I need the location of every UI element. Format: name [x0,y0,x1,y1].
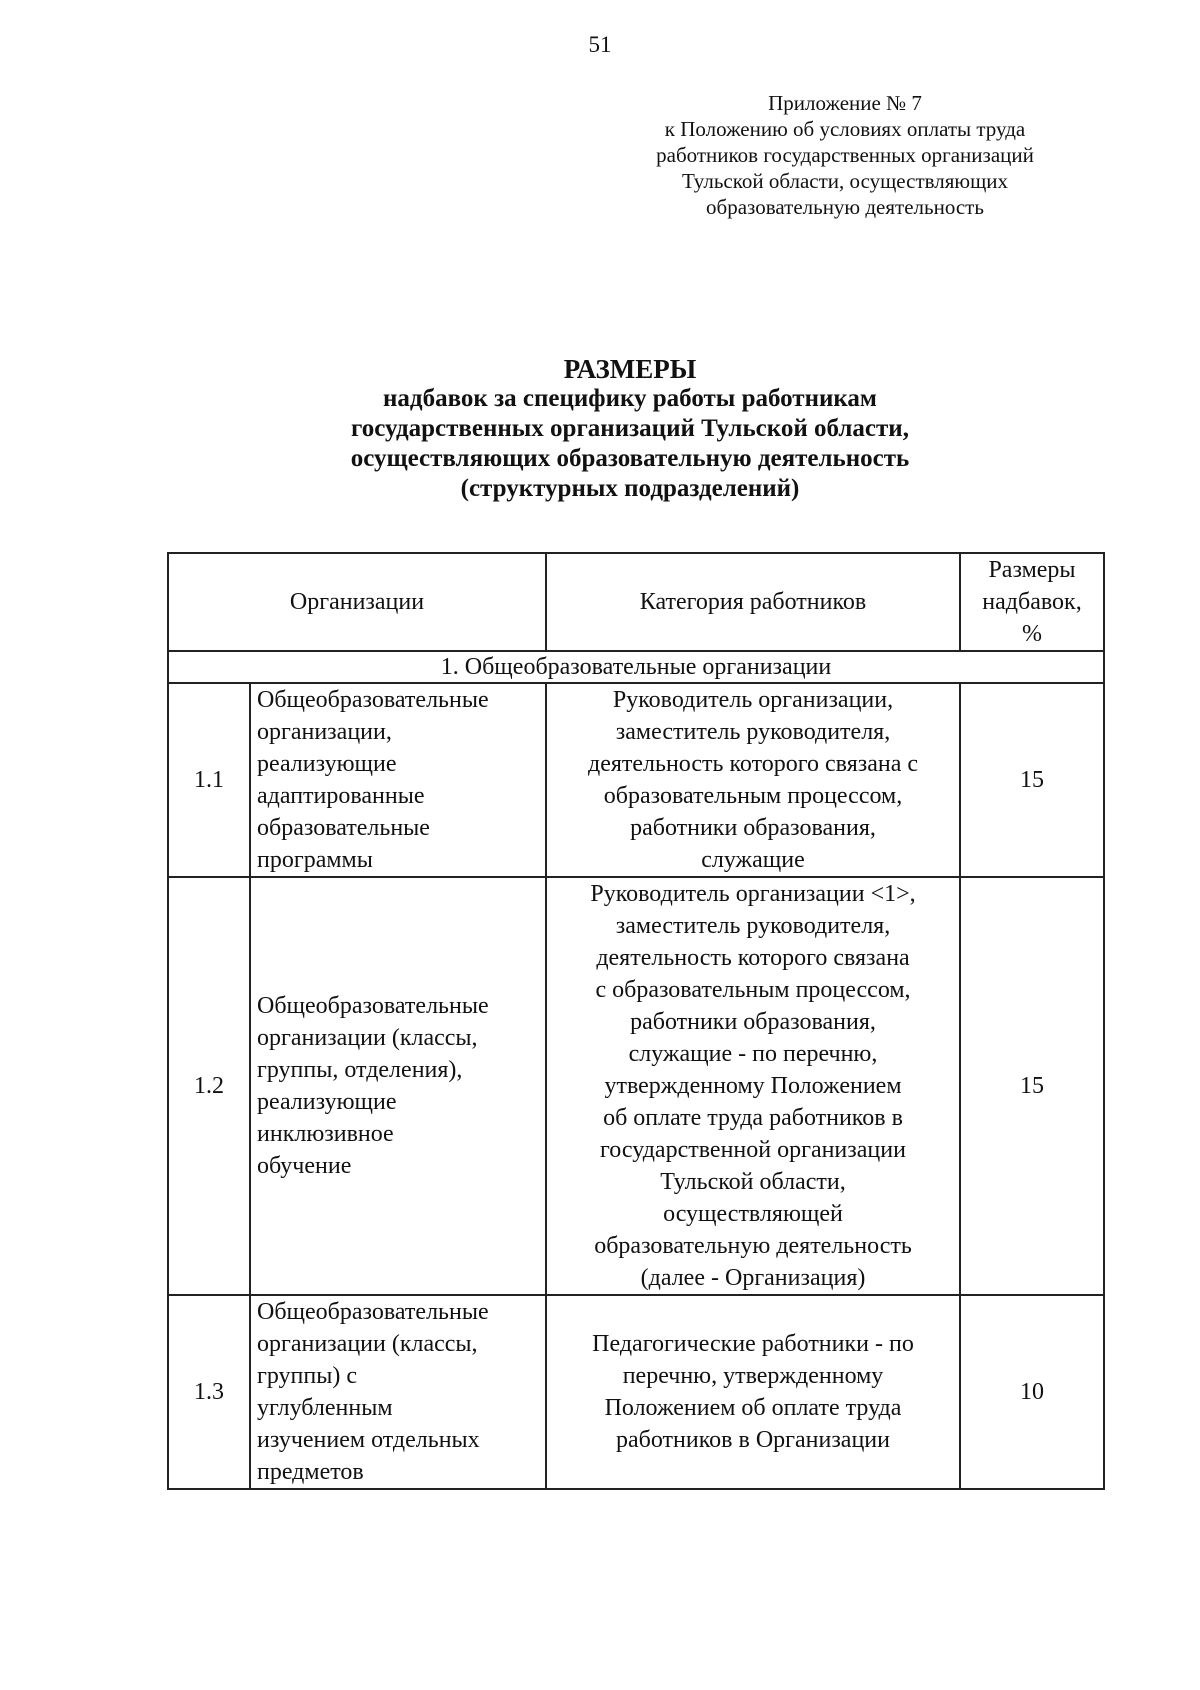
row-number: 1.3 [168,1295,250,1489]
row-organization [250,683,546,877]
appendix-line: Приложение № 7 [768,91,922,115]
cat-line: (далее - Организация) [640,1265,866,1291]
org-line: инклюзивное [257,1121,394,1147]
org-line: реализующие [257,751,397,777]
row-organization [250,1295,546,1489]
org-line: Общеобразовательные [257,687,489,713]
title-main: РАЗМЕРЫ [563,354,697,384]
org-line: группы) с [257,1363,357,1389]
cat-line: работников в Организации [615,1427,890,1453]
allowances-table [167,552,1105,1490]
cat-line: Положением об оплате труда [604,1395,902,1421]
org-line: обучение [257,1153,352,1179]
org-line: организации (классы, [257,1025,478,1051]
row-number: 1.1 [168,683,250,877]
appendix-line: работников государственных организаций [656,143,1034,167]
org-line: Общеобразовательные [257,993,489,1019]
cat-line: образовательным процессом, [603,783,903,809]
row-organization [250,877,546,1295]
title-line: государственных организаций Тульской области, [351,415,909,442]
org-line: организации (классы, [257,1331,478,1357]
cat-line: перечню, утвержденному [622,1363,884,1389]
cat-line: работники образования, [630,815,876,841]
appendix-line: Тульской области, осуществляющих [681,169,1008,193]
header-organizations: Организации [168,553,546,651]
org-line: предметов [257,1459,364,1485]
cat-line: об оплате труда работников в [603,1105,903,1131]
appendix-line: образовательную деятельность [706,195,984,219]
org-line: реализующие [257,1089,397,1115]
cat-line: осуществляющей [663,1201,843,1227]
org-line: организации, [257,719,392,745]
cat-line: заместитель руководителя, [615,719,891,745]
org-line: Общеобразовательные [257,1299,489,1325]
section-row [168,651,1104,683]
row-number: 1.2 [168,877,250,1295]
cat-line: утвержденному Положением [604,1073,902,1099]
cat-line: служащие [701,847,805,873]
header-size-line: % [1022,621,1042,647]
table-row [168,1295,1104,1489]
title-line: надбавок за специфику работы работникам [383,385,877,412]
org-line: образовательные [257,815,430,841]
org-line: углубленным [257,1395,393,1421]
org-line: группы, отделения), [257,1057,463,1083]
appendix-reference [600,90,1090,220]
cat-line: деятельность которого связана с [587,751,919,777]
appendix-line: к Положению об условиях оплаты труда [664,117,1026,141]
cat-line: Тульской области, [660,1169,846,1195]
header-size-line: Размеры [988,557,1076,583]
org-line: программы [257,847,373,873]
cat-line: образовательную деятельность [594,1233,912,1259]
org-line: изучением отдельных [257,1427,480,1453]
row-value: 10 [960,1295,1104,1489]
cat-line: государственной организации [600,1137,906,1163]
cat-line: служащие - по перечню, [628,1041,878,1067]
row-category [546,877,960,1295]
document-title [140,354,1120,504]
org-line: адаптированные [257,783,425,809]
page-number: 51 [588,32,612,57]
table-row [168,877,1104,1295]
header-size-line: надбавок, [982,589,1082,615]
row-value: 15 [960,877,1104,1295]
cat-line: деятельность которого связана [596,945,910,971]
cat-line: Педагогические работники - по [592,1331,914,1357]
row-category [546,1295,960,1489]
cat-line: с образовательным процессом, [595,977,911,1003]
header-allowance-size [960,553,1104,651]
header-category: Категория работников [546,553,960,651]
table-header-row [168,553,1104,651]
row-category [546,683,960,877]
cat-line: заместитель руководителя, [615,913,891,939]
title-line: (структурных подразделений) [460,475,800,502]
cat-line: работники образования, [630,1009,876,1035]
title-line: осуществляющих образовательную деятельность [350,445,910,472]
cat-line: Руководитель организации <1>, [590,881,916,907]
cat-line: Руководитель организации, [612,687,894,713]
row-value: 15 [960,683,1104,877]
table-row [168,683,1104,877]
section-title: 1. Общеобразовательные организации [168,651,1104,683]
